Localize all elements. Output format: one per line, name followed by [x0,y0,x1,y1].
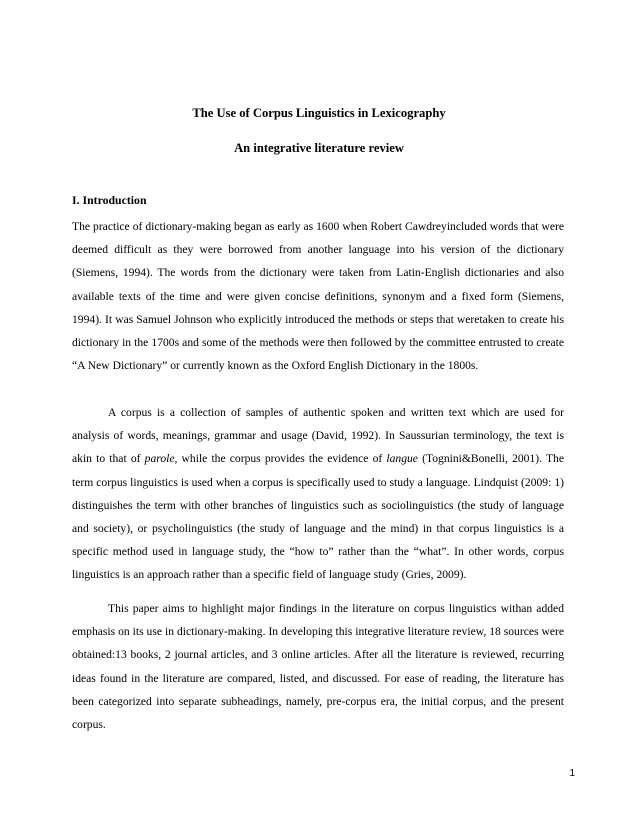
paragraph-3: This paper aims to highlight major findings in the literature on corpus linguistics withan added emphasis on its use in dictionary-making. In developing this integrative literature review, 18 sources were obtained:13 books, 2 journal articles, and 3 online articles. After all the literature is reviewed, recurring ideas found in the literature are compared, listed, and discussed. For ease of reading, the literature has been categorized into separate subheadings, namely, pre-corpus era, the initial corpus, and the present corpus. [72,602,564,732]
paragraph-2-part-a: A corpus is a collection of samples of authentic spoken and written text which are used for analysis of words, meanings, grammar and usage (David, 1992). In Saussurian terminology, the text is akin to that of [72,406,564,466]
paragraph-2-part-b: , while the corpus provides the evidence of [174,452,387,466]
page-number: 1 [569,768,575,779]
term-parole: parole [144,452,175,466]
term-langue: langue [386,452,418,466]
document-title: The Use of Corpus Linguistics in Lexicography [192,106,446,120]
paragraph-2-part-c: (Tognini&Bonelli, 2001). The term corpus linguistics is used when a corpus is specifically used to study a language. Lindquist (2009: 1) distinguishes the term with other branches of linguistics such as sociolinguistics (the study of language and society), or psycholinguistics (the study of language and the mind) in that corpus linguistics is a specific method used in language study, the “how to” rather than the “what”. In other words, corpus linguistics is an approach rather than a specific field of language study (Gries, 2009). [72,452,564,582]
section-heading: I. Introduction [72,193,147,207]
paragraph-2 [72,401,564,587]
document-subtitle: An integrative literature review [234,141,404,155]
paragraph-1: The practice of dictionary-making began as early as 1600 when Robert Cawdreyincluded words that were deemed difficult as they were borrowed from another language into his version of the dictionary (Siemens, 1994). The words from the dictionary were taken from Latin-English dictionaries and also available texts of the time and were given concise definitions, synonym and a fixed form (Siemens, 1994). It was Samuel Johnson who explicitly introduced the methods or steps that weretaken to create his dictionary in the 1700s and some of the methods were then followed by the committee entrusted to create “A New Dictionary” or currently known as the Oxford English Dictionary in the 1800s. [72,220,564,373]
